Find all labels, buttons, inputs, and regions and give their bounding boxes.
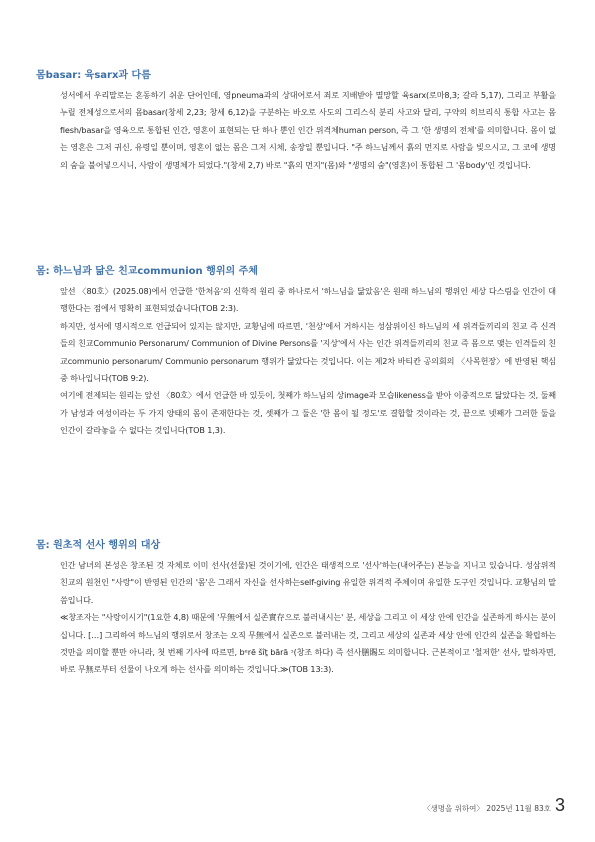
section-original-gift bbox=[36, 536, 556, 679]
section-body-basar bbox=[36, 66, 556, 174]
section-heading: 몸: 하느님과 닮은 친교communion 행위의 주체 bbox=[36, 266, 258, 277]
paragraph: 인간 남녀의 본성은 창조된 것 자체로 이미 선사(선물)된 것이기에, 인간은 태생적으로 '선사'하는(내어주는) 본능을 지니고 있습니다. 성삼위적 친교의 원천인 "사랑"이 반영된 인간의 '몸'은 그래서 자신을 선사하는self-giving 유일한 위격적 주체이며 유일한 도구인 것입니다. 교황님의 말씀입니다. bbox=[60, 560, 556, 605]
paragraph: ≪창조자는 "사랑이시기"(1요한 4,8) 때문에 '무無에서 실존實存으로 불러내시는' 분, 세상을 그리고 이 세상 안에 인간을 실존하게 하시는 분이십니다. […] 그리하여 하느님의 행위로서 창조는 오직 무無에서 실존으로 불러내는 것, 그리고 세상의 실존과 세상 안에 인간의 실존을 확립하는 것만을 의미할 뿐만 아니라, 첫 번째 기사에 따르면, bᵉrē šîṯ bārā ᵓ(창조 하다) 즉 선사膳賜도 의미합니다. 근본적이고 '철저한' 선사, 말하자면, 바로 무無로부터 선물이 나오게 하는 선사를 의미하는 것입니다.≫(TOB 13:3). bbox=[60, 612, 556, 675]
paragraph: 성서에서 우리말로는 혼동하기 쉬운 단어인데, 영pneuma과의 상대어로서 죄로 지배받아 멸망할 육sarx(로마8,3; 갈라 5,17), 그리고 부활을 누릴 전체성으로서의 몸basar(창세 2,23; 창세 6,12)을 구분하는 바오로 사도의 그리스식 분리 사고와 달리, 구약의 히브리식 통합 사고는 몸flesh/basar을 영육으로 통합된 인간, 영혼이 표현되는 단 하나 뿐인 인간 위격체human person, 즉 그 '한 생명의 전체'를 의미합니다. 몸이 없는 영혼은 그저 귀신, 유령일 뿐이며, 영혼이 없는 몸은 그저 시체, 송장일 뿐입니다. "주 하느님께서 흙의 먼지로 사람을 빚으시고, 그 코에 생명의 숨을 불어넣으시니, 사람이 생명체가 되었다."(창세 2,7) 바로 "흙의 먼지"(몸)와 "생명의 숨"(영혼)이 통합된 그 '몸body'인 것입니다. bbox=[60, 90, 556, 170]
issue-label: 〈생명을 위하여〉 2025년 11월 83호 bbox=[423, 804, 551, 813]
section-communion bbox=[36, 262, 556, 440]
section-heading: 몸: 원초적 선사 행위의 대상 bbox=[36, 540, 161, 551]
paragraph: 하지만, 성서에 명시적으로 언급되어 있지는 않지만, 교황님에 따르면, '천상'에서 거하시는 성삼위이신 하느님의 세 위격들끼리의 친교 즉 신격들의 친교Communio Personarum/ Communion of Divine Persons를 '지상'에서 사는 인간 위격들끼리의 친교 즉 몸으로 맺는 인격들의 친교communio personarum/ Communio personarum 행위가 닮았다는 것입니다. 이는 제2차 바티칸 공의회의 〈사목헌장〉에 반영된 핵심 중 하나입니다(TOB 9:2). bbox=[60, 320, 556, 384]
page-footer bbox=[423, 796, 565, 814]
paragraph: 앞선 〈80호〉(2025.08)에서 언급한 '한처음'의 신학적 원리 중 하나로서 '하느님을 닮았음'은 원래 하느님의 행위인 세상 다스림을 인간이 대행한다는 점에서 명확히 표현되었습니다(TOB 2:3). bbox=[60, 286, 556, 314]
page-number: 3 bbox=[554, 795, 565, 815]
section-heading: 몸basar: 육sarx과 다름 bbox=[36, 70, 151, 81]
paragraph: 여기에 전제되는 원리는 앞선 〈80호〉에서 언급한 바 있듯이, 첫째가 하느님의 상image과 모습likeness을 받아 이중적으로 닮았다는 것, 둘째가 남성과 여성이라는 두 가지 양태의 몸이 존재한다는 것, 셋째가 그 둘은 '한 몸이 될 정도'로 결합할 것이라는 것, 끝으로 넷째가 그러한 둘을 인간이 갈라놓을 수 없다는 것입니다(TOB 1,3). bbox=[60, 390, 556, 436]
